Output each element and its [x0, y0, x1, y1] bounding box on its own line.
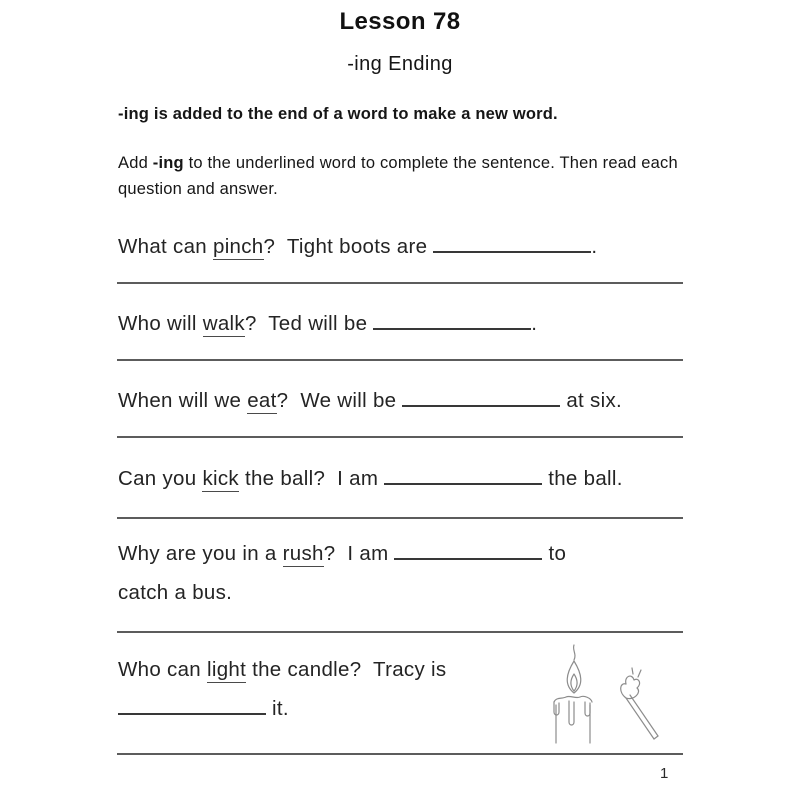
- answer-blank: [402, 390, 560, 407]
- page-number: 1: [660, 765, 669, 782]
- candle-match-icon: [536, 642, 676, 748]
- question-6: [118, 650, 548, 728]
- answer-blank: [433, 236, 591, 253]
- rule-statement: -ing is added to the end of a word to make a new word.: [118, 105, 558, 123]
- question-text: What can: [118, 235, 213, 258]
- question-1: [118, 227, 690, 266]
- answer-blank: [394, 543, 542, 560]
- question-text: at six.: [560, 389, 622, 412]
- separator-rule: [117, 436, 683, 438]
- task-instructions: [118, 151, 698, 202]
- question-text: the candle? Tracy is: [246, 658, 447, 681]
- question-text: ? I am: [323, 542, 395, 565]
- question-text: Who can: [118, 658, 207, 681]
- underlined-word: kick: [202, 467, 239, 490]
- underlined-word: walk: [202, 312, 245, 335]
- question-text: Why are you in a: [118, 542, 283, 565]
- separator-rule: [117, 631, 683, 633]
- task-text-post: to the underlined word to complete the sentence. Then read each question and answer.: [118, 154, 678, 198]
- answer-blank: [384, 468, 542, 485]
- underlined-word: pinch: [213, 235, 264, 258]
- lesson-title: Lesson 78: [339, 8, 461, 35]
- answer-blank: [373, 313, 531, 330]
- underlined-word: eat: [247, 389, 277, 412]
- underlined-word: rush: [282, 542, 324, 565]
- question-text: When will we: [118, 389, 248, 412]
- question-text: it.: [266, 697, 289, 720]
- question-text: Can you: [118, 467, 203, 490]
- candle-and-match-illustration: [536, 642, 676, 753]
- question-3: [118, 381, 690, 420]
- question-text: .: [531, 312, 538, 335]
- question-text: the ball? I am: [238, 467, 385, 490]
- question-text: catch a bus.: [118, 581, 233, 604]
- separator-rule: [117, 282, 683, 284]
- task-text-bold: -ing: [152, 154, 184, 172]
- lesson-subtitle: -ing Ending: [347, 53, 453, 75]
- question-5: [118, 534, 690, 612]
- question-text: to: [542, 542, 567, 565]
- question-2: [118, 304, 690, 343]
- question-4: [118, 459, 690, 498]
- bottom-rule: [117, 753, 683, 755]
- task-text-pre: Add: [118, 154, 153, 172]
- question-text: ? Ted will be: [244, 312, 374, 335]
- question-text: ? We will be: [276, 389, 403, 412]
- separator-rule: [117, 517, 683, 519]
- question-text: .: [591, 235, 598, 258]
- underlined-word: light: [207, 658, 247, 681]
- question-text: Who will: [118, 312, 203, 335]
- question-text: ? Tight boots are: [263, 235, 434, 258]
- answer-blank: [118, 698, 266, 715]
- separator-rule: [117, 359, 683, 361]
- question-text: the ball.: [542, 467, 623, 490]
